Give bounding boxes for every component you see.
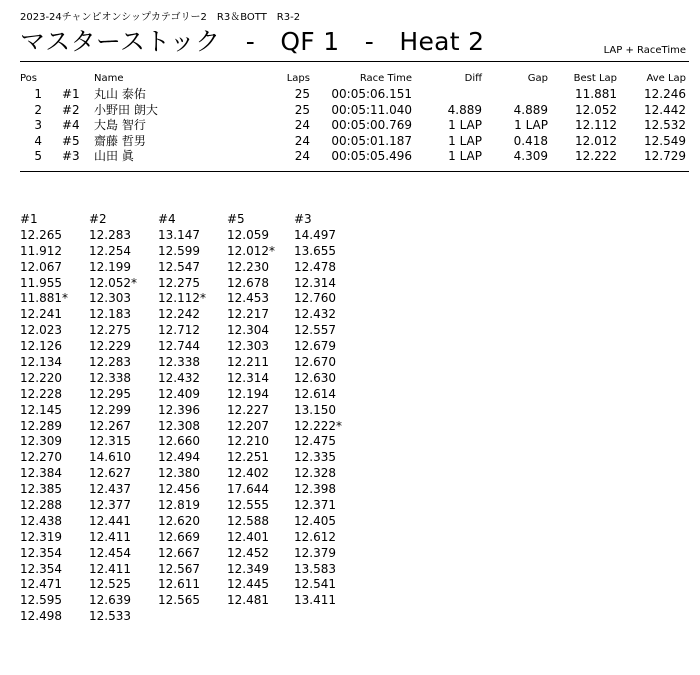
lap-time: 12.660 <box>158 434 200 449</box>
result-gap: 4.309 <box>513 149 548 164</box>
lap-time: 12.275 <box>158 275 200 290</box>
lap-time: 12.315 <box>89 434 131 449</box>
lap-time: 12.228 <box>20 386 62 401</box>
lap-column <box>158 212 206 609</box>
result-gap: 1 LAP <box>514 118 548 133</box>
lap-time: 12.251 <box>227 450 269 465</box>
lap-time: 12.023 <box>20 323 62 338</box>
lap-time: 12.588 <box>227 513 269 528</box>
lap-time: 12.349 <box>227 561 269 576</box>
lap-time: 12.059 <box>227 227 269 242</box>
result-best-lap: 11.881 <box>575 87 617 101</box>
result-ave-lap: 12.549 <box>644 133 686 148</box>
lap-time: 12.614 <box>294 386 336 401</box>
result-name: 小野田 朗大 <box>94 102 158 117</box>
lap-column-header: #3 <box>294 212 312 226</box>
lap-time: 12.314 <box>294 275 336 290</box>
lap-time: 12.454 <box>89 545 131 560</box>
lap-time: 12.319 <box>20 529 62 544</box>
lap-time: 12.620 <box>158 513 200 528</box>
col-pos: Pos <box>20 73 38 84</box>
lap-time: 12.557 <box>294 323 336 338</box>
lap-time: 12.547 <box>158 259 200 274</box>
lap-time: 12.819 <box>158 498 200 513</box>
lap-time: 12.525 <box>89 577 131 592</box>
lap-time: 12.612 <box>294 529 336 544</box>
lap-time: 12.112* <box>158 291 206 306</box>
lap-time: 13.150 <box>294 402 336 417</box>
result-gap: 0.418 <box>513 133 548 148</box>
lap-time: 12.067 <box>20 259 62 274</box>
lap-time: 12.371 <box>294 498 336 513</box>
lap-time: 12.445 <box>227 577 269 592</box>
lap-time: 12.679 <box>294 339 336 354</box>
result-ave-lap: 12.532 <box>644 118 686 133</box>
lap-time: 12.630 <box>294 370 336 385</box>
lap-time: 12.712 <box>158 323 200 338</box>
lap-time: 12.299 <box>89 402 131 417</box>
mode-label: LAP + RaceTime <box>603 45 686 56</box>
lap-time: 12.411 <box>89 529 131 544</box>
result-race-time: 00:05:11.040 <box>331 102 412 117</box>
lap-time: 12.456 <box>158 482 200 497</box>
result-pos: 1 <box>34 87 42 101</box>
lap-time: 12.012* <box>227 243 275 258</box>
lap-time: 13.583 <box>294 561 336 576</box>
results-divider <box>20 171 689 172</box>
lap-time: 12.308 <box>158 418 200 433</box>
result-best-lap: 12.222 <box>575 149 617 164</box>
lap-time: 12.627 <box>89 466 131 481</box>
lap-time: 12.222* <box>294 418 342 433</box>
result-name: 山田 眞 <box>94 149 134 164</box>
lap-time: 12.744 <box>158 339 200 354</box>
lap-time: 12.289 <box>20 418 62 433</box>
lap-time: 12.126 <box>20 339 62 354</box>
lap-time: 12.384 <box>20 466 62 481</box>
lap-time: 12.267 <box>89 418 131 433</box>
col-race-time: Race Time <box>359 73 412 84</box>
lap-time: 12.309 <box>20 434 62 449</box>
result-best-lap: 12.112 <box>575 118 617 133</box>
col-gap: Gap <box>527 73 548 84</box>
result-diff: 4.889 <box>447 102 482 117</box>
result-no: #4 <box>62 118 80 133</box>
col-diff: Diff <box>464 73 482 84</box>
lap-column-header: #4 <box>158 212 176 226</box>
lap-time: 12.380 <box>158 466 200 481</box>
race-title: マスターストック - QF 1 - Heat 2 <box>20 27 485 56</box>
lap-time: 12.314 <box>227 370 269 385</box>
event-subtitle: 2023-24チャンピオンシップカテゴリー2 R3＆BOTT R3-2 <box>20 12 301 23</box>
lap-time: 12.134 <box>20 355 62 370</box>
result-race-time: 00:05:06.151 <box>331 87 412 101</box>
result-pos: 5 <box>34 149 42 164</box>
lap-time: 12.283 <box>89 355 131 370</box>
lap-time: 12.411 <box>89 561 131 576</box>
lap-time: 12.303 <box>89 291 131 306</box>
lap-column <box>20 212 68 625</box>
result-no: #2 <box>62 102 80 117</box>
lap-time: 12.405 <box>294 513 336 528</box>
lap-time: 12.611 <box>158 577 200 592</box>
lap-time: 12.441 <box>89 513 131 528</box>
lap-time: 12.541 <box>294 577 336 592</box>
col-laps: Laps <box>286 73 310 84</box>
lap-time: 12.437 <box>89 482 131 497</box>
result-name: 丸山 泰佑 <box>94 87 146 101</box>
lap-time: 12.338 <box>158 355 200 370</box>
lap-time: 12.275 <box>89 323 131 338</box>
result-best-lap: 12.052 <box>575 102 617 117</box>
lap-time: 12.183 <box>89 307 131 322</box>
lap-time: 12.453 <box>227 291 269 306</box>
lap-time: 14.497 <box>294 227 336 242</box>
lap-column <box>294 212 342 609</box>
col-best-lap: Best Lap <box>573 73 617 84</box>
lap-time: 12.481 <box>227 593 269 608</box>
lap-time: 12.354 <box>20 561 62 576</box>
col-ave-lap: Ave Lap <box>646 73 686 84</box>
result-pos: 4 <box>34 133 42 148</box>
lap-time: 12.667 <box>158 545 200 560</box>
col-name: Name <box>94 73 124 84</box>
result-gap: 4.889 <box>513 102 548 117</box>
result-pos: 2 <box>34 102 42 117</box>
lap-time: 12.595 <box>20 593 62 608</box>
lap-time: 12.052* <box>89 275 137 290</box>
lap-time: 12.669 <box>158 529 200 544</box>
lap-time: 12.229 <box>89 339 131 354</box>
lap-time: 12.567 <box>158 561 200 576</box>
result-no: #3 <box>62 149 80 164</box>
lap-time: 12.760 <box>294 291 336 306</box>
result-diff: 1 LAP <box>448 133 482 148</box>
lap-time: 12.402 <box>227 466 269 481</box>
lap-time: 12.328 <box>294 466 336 481</box>
lap-column <box>227 212 275 609</box>
lap-time: 12.288 <box>20 498 62 513</box>
lap-time: 13.655 <box>294 243 336 258</box>
lap-column-header: #5 <box>227 212 245 226</box>
result-laps: 24 <box>294 118 310 133</box>
result-laps: 24 <box>294 149 310 164</box>
lap-time: 12.194 <box>227 386 269 401</box>
lap-time: 12.338 <box>89 370 131 385</box>
lap-time: 12.254 <box>89 243 131 258</box>
lap-time: 12.217 <box>227 307 269 322</box>
result-ave-lap: 12.246 <box>644 87 686 101</box>
lap-time: 12.230 <box>227 259 269 274</box>
lap-time: 12.438 <box>20 513 62 528</box>
lap-time: 11.955 <box>20 275 62 290</box>
lap-time: 12.396 <box>158 402 200 417</box>
lap-time: 12.211 <box>227 355 269 370</box>
lap-time: 12.304 <box>227 323 269 338</box>
lap-time: 12.678 <box>227 275 269 290</box>
lap-time: 12.471 <box>20 577 62 592</box>
result-laps: 25 <box>294 102 310 117</box>
lap-time: 12.432 <box>294 307 336 322</box>
result-no: #5 <box>62 133 80 148</box>
lap-time: 13.147 <box>158 227 200 242</box>
lap-time: 12.639 <box>89 593 131 608</box>
lap-time: 12.599 <box>158 243 200 258</box>
lap-time: 12.498 <box>20 609 62 624</box>
lap-time: 12.555 <box>227 498 269 513</box>
result-pos: 3 <box>34 118 42 133</box>
lap-time: 12.385 <box>20 482 62 497</box>
lap-time: 12.270 <box>20 450 62 465</box>
lap-time: 11.912 <box>20 243 62 258</box>
lap-time: 12.377 <box>89 498 131 513</box>
result-best-lap: 12.012 <box>575 133 617 148</box>
result-name: 大島 智行 <box>94 118 146 133</box>
lap-time: 12.303 <box>227 339 269 354</box>
result-laps: 24 <box>294 133 310 148</box>
lap-time: 12.401 <box>227 529 269 544</box>
lap-time: 12.199 <box>89 259 131 274</box>
result-race-time: 00:05:00.769 <box>331 118 412 133</box>
lap-time: 14.610 <box>89 450 131 465</box>
lap-column <box>89 212 137 625</box>
lap-time: 12.432 <box>158 370 200 385</box>
result-ave-lap: 12.442 <box>644 102 686 117</box>
lap-time: 12.227 <box>227 402 269 417</box>
lap-time: 12.379 <box>294 545 336 560</box>
lap-time: 13.411 <box>294 593 336 608</box>
result-ave-lap: 12.729 <box>644 149 686 164</box>
result-name: 齋藤 哲男 <box>94 133 146 148</box>
lap-column-header: #2 <box>89 212 107 226</box>
header-divider <box>20 61 689 62</box>
lap-time: 12.494 <box>158 450 200 465</box>
lap-time: 12.220 <box>20 370 62 385</box>
result-diff: 1 LAP <box>448 118 482 133</box>
result-no: #1 <box>62 87 80 101</box>
lap-time: 12.145 <box>20 402 62 417</box>
lap-column-header: #1 <box>20 212 38 226</box>
result-diff: 1 LAP <box>448 149 482 164</box>
lap-time: 12.207 <box>227 418 269 433</box>
result-race-time: 00:05:05.496 <box>331 149 412 164</box>
lap-time: 12.295 <box>89 386 131 401</box>
lap-time: 12.354 <box>20 545 62 560</box>
result-race-time: 00:05:01.187 <box>331 133 412 148</box>
lap-time: 17.644 <box>227 482 269 497</box>
lap-time: 12.478 <box>294 259 336 274</box>
lap-time: 12.475 <box>294 434 336 449</box>
lap-time: 12.242 <box>158 307 200 322</box>
lap-time: 12.409 <box>158 386 200 401</box>
lap-time: 12.283 <box>89 227 131 242</box>
lap-time: 12.398 <box>294 482 336 497</box>
lap-time: 12.335 <box>294 450 336 465</box>
result-laps: 25 <box>294 87 310 101</box>
lap-time: 12.533 <box>89 609 131 624</box>
lap-time: 12.210 <box>227 434 269 449</box>
lap-time: 11.881* <box>20 291 68 306</box>
lap-time: 12.265 <box>20 227 62 242</box>
lap-time: 12.565 <box>158 593 200 608</box>
lap-time: 12.670 <box>294 355 336 370</box>
lap-time: 12.452 <box>227 545 269 560</box>
lap-time: 12.241 <box>20 307 62 322</box>
